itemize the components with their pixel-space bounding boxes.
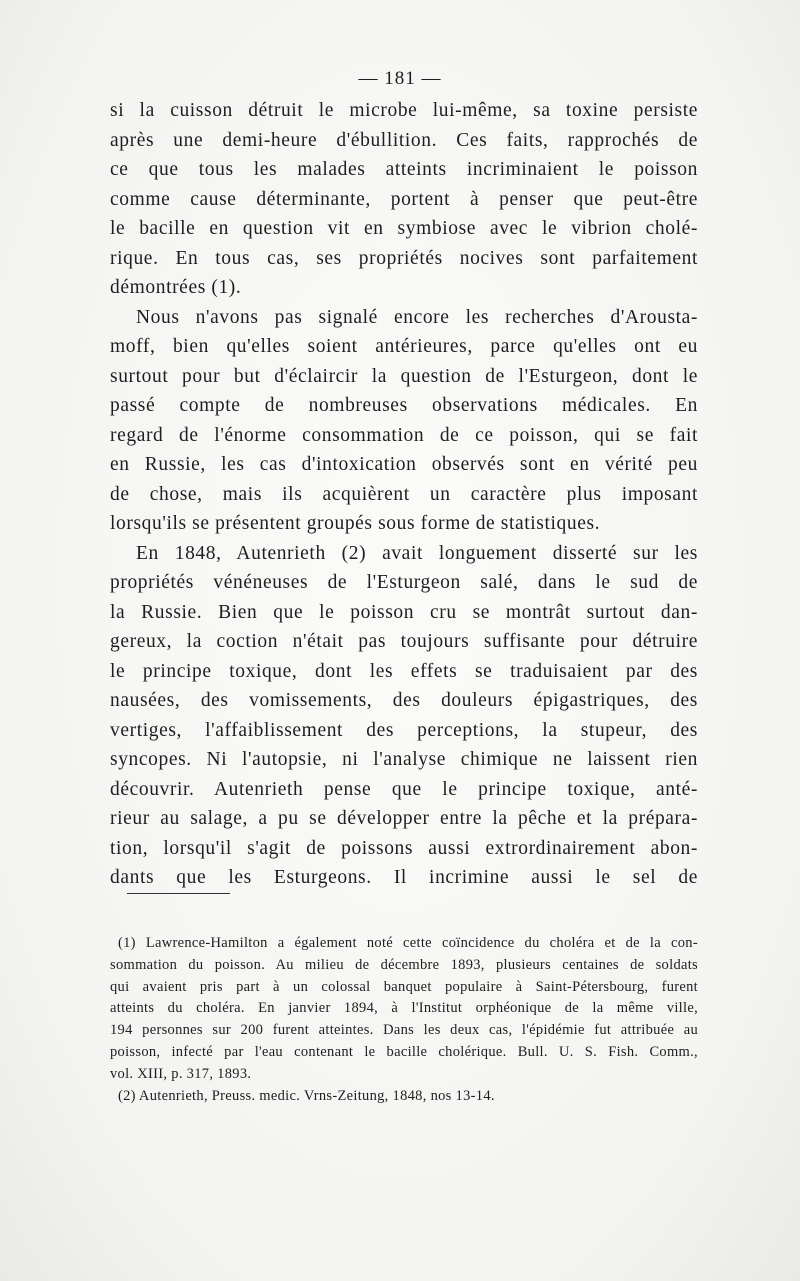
footnotes <box>110 933 698 1107</box>
body-line: comme cause déterminante, portent à penser que peut-être <box>110 188 698 210</box>
body-line: en Russie, les cas d'intoxication observés sont en vérité peu <box>110 454 698 475</box>
body-line: la Russie. Bien que le poisson cru se montrât surtout dan- <box>110 601 698 623</box>
body-line: si la cuisson détruit le microbe lui-même, sa toxine persiste <box>110 100 698 121</box>
body-line: surtout pour but d'éclaircir la question de l'Esturgeon, dont le <box>110 365 698 387</box>
body-line: de chose, mais ils acquièrent un caractère plus imposant <box>110 483 698 505</box>
body-line: propriétés vénéneuses de l'Esturgeon salé, dans le sud de <box>110 572 698 593</box>
body-line: démontrées (1). <box>110 277 242 298</box>
body-line: rieur au salage, a pu se développer entre la pêche et la prépara- <box>110 808 698 829</box>
footnote-line: poisson, infecté par l'eau contenant le bacille cholérique. Bull. U. S. Fish. Comm., <box>110 1043 698 1060</box>
footnote-line: vol. XIII, p. 317, 1893. <box>110 1065 252 1082</box>
body-line: après une demi-heure d'ébullition. Ces faits, rapprochés de <box>110 129 698 151</box>
body-text <box>110 96 698 893</box>
footnote-line: (2) Autenrieth, Preuss. medic. Vrns-Zeitung, 1848, nos 13-14. <box>118 1087 495 1104</box>
body-line: En 1848, Autenrieth (2) avait longuement disserté sur les <box>136 542 698 564</box>
body-line: syncopes. Ni l'autopsie, ni l'analyse chimique ne laissent rien <box>110 749 698 770</box>
footnote-line: sommation du poisson. Au milieu de décembre 1893, plusieurs centaines de soldats <box>110 956 698 973</box>
body-line: découvrir. Autenrieth pense que le principe toxique, anté- <box>110 778 698 800</box>
body-line: rique. En tous cas, ses propriétés nocives sont parfaitement <box>110 247 698 269</box>
body-line: regard de l'énorme consommation de ce poisson, qui se fait <box>110 424 698 446</box>
body-line: ce que tous les malades atteints incriminaient le poisson <box>110 159 698 180</box>
footnote-line: (1) Lawrence-Hamilton a également noté cette coïncidence du choléra et de la con- <box>118 935 698 951</box>
body-line: nausées, des vomissements, des douleurs épigastriques, des <box>110 690 698 711</box>
page-number: — 181 — <box>358 68 442 89</box>
body-line: le principe toxique, dont les effets se traduisaient par des <box>110 660 698 682</box>
body-line: passé compte de nombreuses observations médicales. En <box>110 395 698 416</box>
footnote-line: 194 personnes sur 200 furent atteintes. Dans les deux cas, l'épidémie fut attribuée au <box>110 1022 698 1039</box>
body-line: lorsqu'ils se présentent groupés sous forme de statistiques. <box>110 513 601 534</box>
footnote-line: qui avaient pris part à un colossal banquet populaire à Saint-Pétersbourg, furent <box>110 978 698 995</box>
footnote-separator <box>127 893 230 894</box>
body-line: vertiges, l'affaiblissement des perceptions, la stupeur, des <box>110 719 698 741</box>
body-line: Nous n'avons pas signalé encore les recherches d'Arousta- <box>136 306 698 328</box>
body-line: gereux, la coction n'était pas toujours suffisante pour détruire <box>110 631 698 652</box>
body-line: le bacille en question vit en symbiose avec le vibrion cholé- <box>110 218 698 239</box>
footnote-line: atteints du choléra. En janvier 1894, à l'Institut orphéonique de la même ville, <box>110 1000 698 1017</box>
body-line: tion, lorsqu'il s'agit de poissons aussi extrordinairement abon- <box>110 837 698 859</box>
body-line: moff, bien qu'elles soient antérieures, parce qu'elles ont eu <box>110 336 698 357</box>
body-line: dants que les Esturgeons. Il incrimine aussi le sel de <box>110 867 698 888</box>
